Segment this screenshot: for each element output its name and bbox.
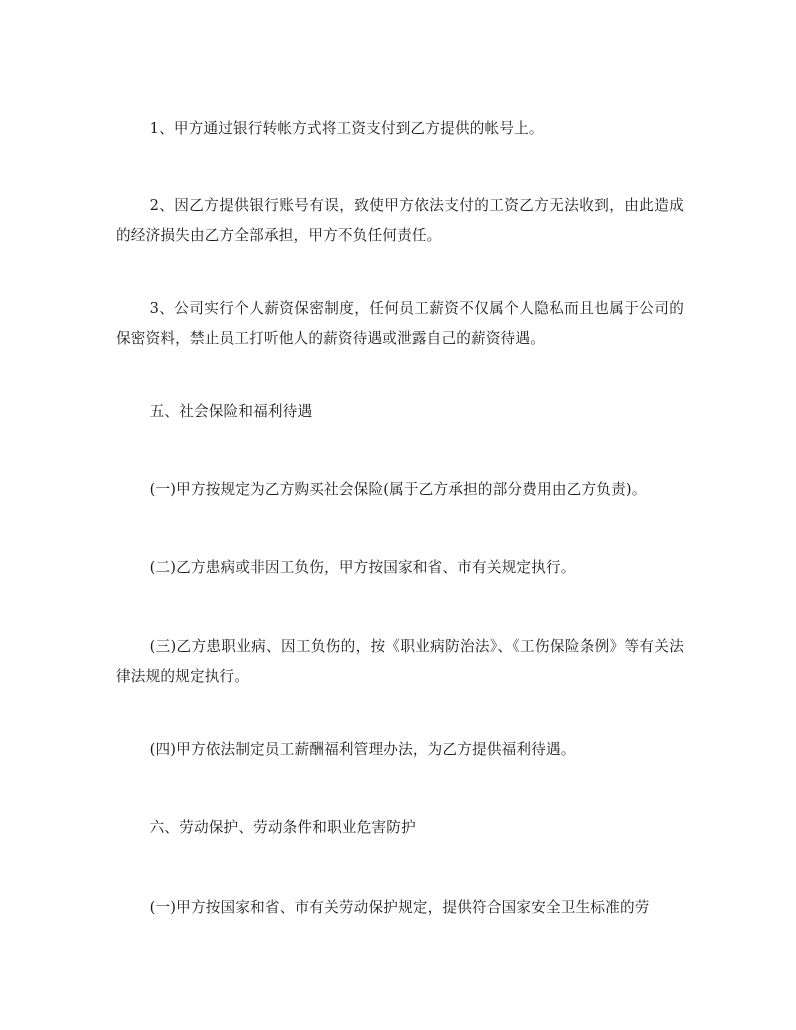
paragraph-welfare-management: (四)甲方依法制定员工薪酬福利管理办法，为乙方提供福利待遇。 bbox=[149, 741, 576, 758]
paragraph-illness-injury: (二)乙方患病或非因工负伤，甲方按国家和省、市有关规定执行。 bbox=[149, 559, 576, 576]
paragraph-occupational-disease: (三)乙方患职业病、因工负伤的，按《职业病防治法》、《工伤保险条例》等有关法律法规的规定执行。 bbox=[116, 638, 684, 685]
section-heading-labor-protection: 六、劳动保护、劳动条件和职业危害防护 bbox=[149, 819, 416, 836]
paragraph-salary-confidentiality: 3、公司实行个人薪资保密制度，任何员工薪资不仅属个人隐私而且也属于公司的保密资料，禁止员工打听他人的薪资待遇或泄露自己的薪资待遇。 bbox=[116, 300, 684, 347]
paragraph-social-insurance-purchase: (一)甲方按规定为乙方购买社会保险(属于乙方承担的部分费用由乙方负责)。 bbox=[149, 481, 647, 498]
paragraph-salary-bank-transfer: 1、甲方通过银行转帐方式将工资支付到乙方提供的帐号上。 bbox=[149, 120, 544, 137]
paragraph-bank-account-error: 2、因乙方提供银行账号有误，致使甲方依法支付的工资乙方无法收到，由此造成的经济损失由乙方全部承担，甲方不负任何责任。 bbox=[116, 197, 684, 244]
paragraph-labor-protection-standards: (一)甲方按国家和省、市有关劳动保护规定，提供符合国家安全卫生标准的劳 bbox=[149, 899, 650, 916]
section-heading-social-insurance: 五、社会保险和福利待遇 bbox=[149, 403, 313, 420]
